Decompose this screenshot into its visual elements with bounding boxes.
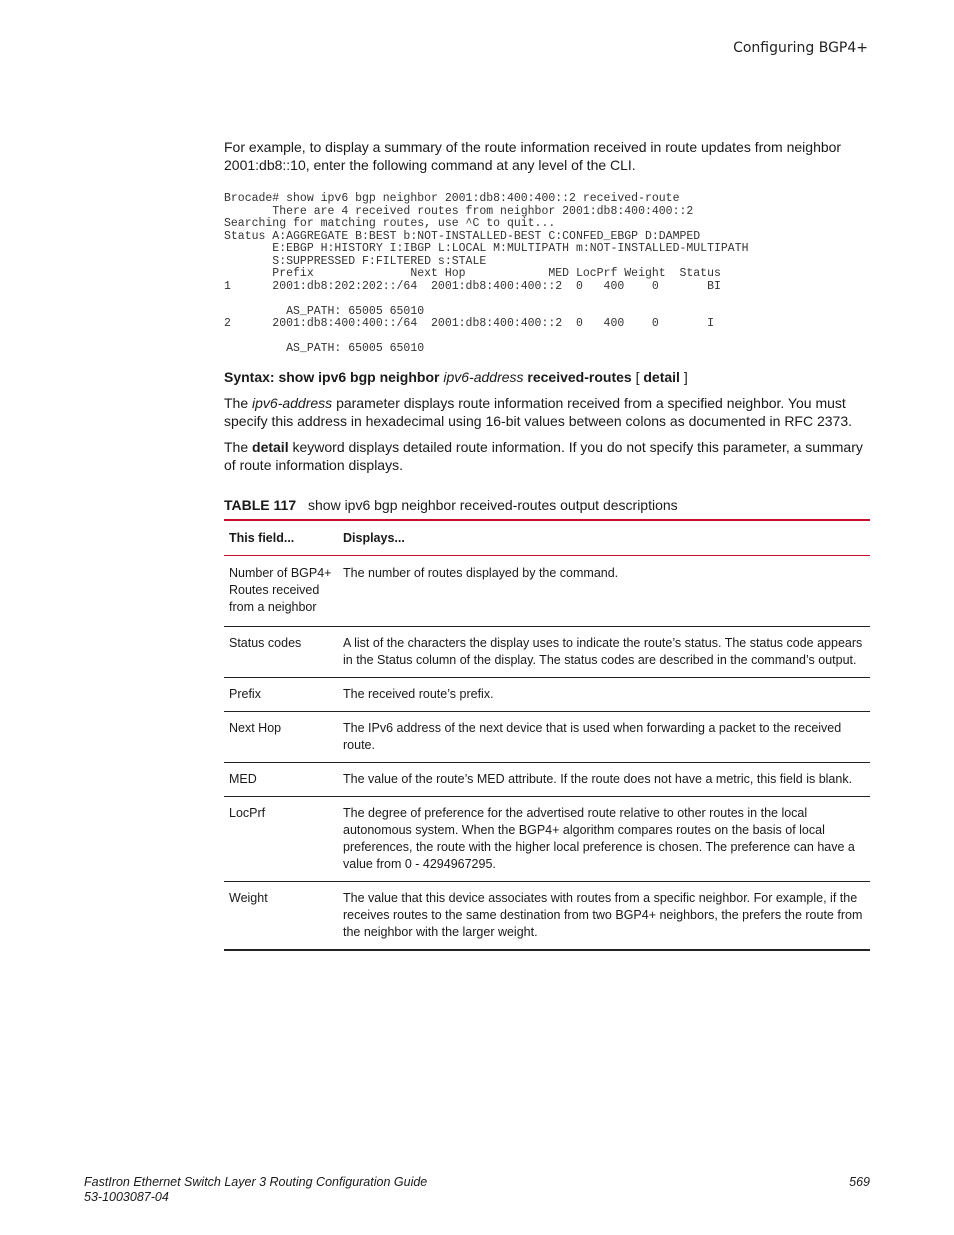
table-caption-text: show ipv6 bgp neighbor received-routes output descriptions (308, 496, 678, 513)
code-line: There are 4 received routes from neighbor 2001:db8:400:400::2 (224, 204, 694, 218)
code-line: 1 2001:db8:202:202::/64 2001:db8:400:400::2 0 400 0 BI (224, 279, 721, 293)
table-row (224, 881, 870, 950)
field-cell: Next Hop (229, 720, 282, 735)
footer-left (84, 1175, 427, 1205)
detail-keyword-paragraph (224, 438, 870, 474)
table-row (224, 555, 870, 626)
table-row (224, 762, 870, 796)
code-line: S:SUPPRESSED F:FILTERED s:STALE (224, 254, 487, 268)
field-cell: Number of BGP4+ Routes received from a neighbor (229, 565, 332, 614)
description-cell: A list of the characters the display uses to indicate the route’s status. The status code appears in the Status column of the display. The status codes are described in the command’s output. (343, 635, 863, 667)
output-descriptions-table (224, 519, 870, 951)
header-field: This field... (229, 530, 295, 545)
table-header-row (224, 520, 870, 556)
ipv6-para-before: The (224, 394, 249, 411)
syntax-label: Syntax: show ipv6 bgp neighbor (224, 368, 440, 385)
description-cell: The received route’s prefix. (343, 686, 494, 701)
syntax-cmd: received-routes (527, 368, 632, 385)
code-line: 2 2001:db8:400:400::/64 2001:db8:400:400::2 0 400 0 I (224, 317, 714, 330)
description-cell: The value of the route’s MED attribute. If the route does not have a metric, this field is blank. (343, 771, 853, 786)
intro-paragraph: For example, to display a summary of the route information received in route updates from neighbor 2001:db8::10, enter the following command at any level of the CLI. (224, 139, 842, 173)
code-line: AS_PATH: 65005 65010 (224, 342, 425, 355)
ipv6-param-paragraph (224, 394, 870, 430)
table-caption-label: TABLE 117 (224, 496, 297, 513)
field-cell: Prefix (229, 686, 261, 701)
code-line: Brocade# show ipv6 bgp neighbor 2001:db8:400:400::2 received-route (224, 192, 680, 205)
ipv6-para-param: ipv6-address (252, 394, 333, 411)
syntax-option: detail (643, 368, 680, 385)
description-cell: The degree of preference for the advertised route relative to other routes in the local autonomous system. When the BGP4+ algorithm compares routes on the basis of local preferences, the route with the higher local preference is chosen. The preference can have a value from 0 - 4294967295. (343, 805, 855, 871)
footer-page-number: 569 (849, 1175, 870, 1189)
footer-doc-number: 53-1003087-04 (84, 1190, 169, 1204)
code-line: Searching for matching routes, use ^C to quit... (224, 217, 556, 230)
ipv6-para-after: parameter displays route information received from a specified neighbor. You must specify this address in hexadecimal using 16-bit values between colons as documented in RFC 2373. (224, 394, 853, 429)
detail-para-before: The (224, 438, 249, 455)
table-row (224, 626, 870, 677)
detail-para-keyword: detail (252, 438, 289, 455)
code-line: Status A:AGGREGATE B:BEST b:NOT-INSTALLED-BEST C:CONFED_EBGP D:DAMPED (224, 229, 701, 243)
main-content (224, 138, 870, 951)
detail-para-after: keyword displays detailed route information. If you do not specify this parameter, a summary of route information displays. (224, 438, 863, 473)
header-displays: Displays... (343, 530, 405, 545)
field-cell: Weight (229, 890, 268, 905)
cli-output-block (224, 193, 870, 356)
code-line: Prefix Next Hop MED LocPrf Weight Status (224, 267, 721, 280)
field-cell: LocPrf (229, 805, 266, 820)
description-cell: The value that this device associates with routes from a specific neighbor. For example, if the receives routes to the same destination from two BGP4+ neighbors, the prefers the route from the neighbor with the larger weight. (343, 890, 863, 939)
running-header: Configuring BGP4+ (733, 40, 868, 56)
code-line: AS_PATH: 65005 65010 (224, 304, 425, 318)
syntax-line (224, 368, 870, 386)
code-line: E:EBGP H:HISTORY I:IBGP L:LOCAL M:MULTIPATH m:NOT-INSTALLED-MULTIPATH (224, 242, 749, 255)
table-caption (224, 497, 870, 513)
description-cell: The IPv6 address of the next device that is used when forwarding a packet to the received route. (343, 720, 842, 752)
syntax-open-bracket: [ (635, 368, 640, 385)
field-cell: Status codes (229, 635, 302, 650)
description-cell: The number of routes displayed by the command. (343, 565, 619, 580)
syntax-param: ipv6-address (443, 368, 524, 385)
table-row (224, 796, 870, 881)
table-row (224, 677, 870, 711)
table-row (224, 711, 870, 762)
syntax-close-bracket: ] (683, 368, 688, 385)
footer-guide-title: FastIron Ethernet Switch Layer 3 Routing Configuration Guide (84, 1175, 428, 1189)
field-cell: MED (229, 771, 257, 786)
